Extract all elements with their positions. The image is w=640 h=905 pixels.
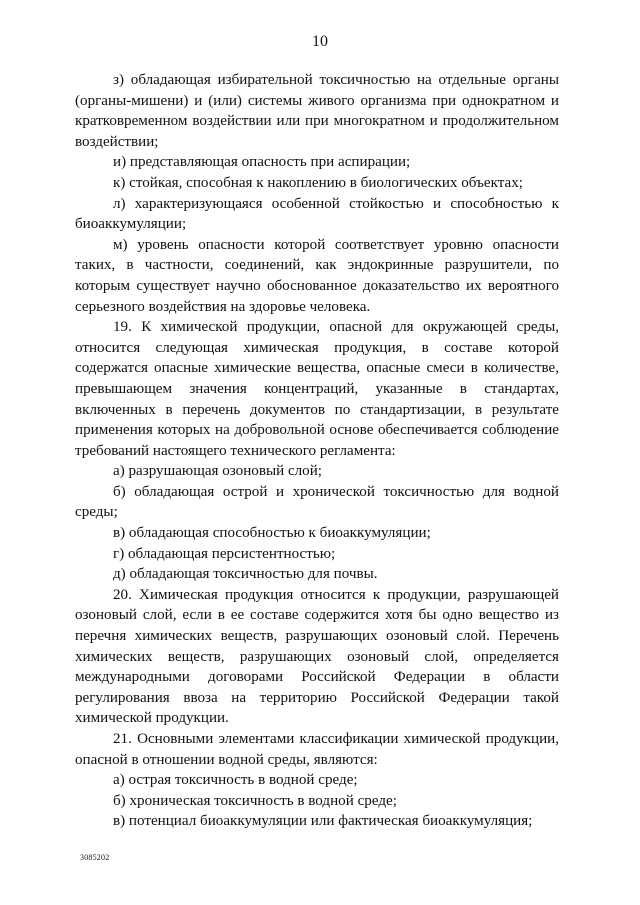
document-body (75, 70, 559, 832)
clause-20: 20. Химическая продукция относится к продукции, разрушающей озоновый слой, если в ее составе содержится хотя бы одно вещество из перечня химических веществ, разрушающих озоновый слой. Перечень химических веществ, разрушающих озоновый слой, определяется международными договорами Российской Федерации в области регулирования ввоза на территорию Российской Федерации такой химической продукции. (75, 586, 559, 727)
document-code: 3085202 (80, 853, 110, 862)
clause-19-item-g: г) обладающая персистентностью; (113, 545, 336, 562)
list-item-z: з) обладающая избирательной токсичностью на отдельные органы (органы-мишени) и (или) системы живого организма при однократном и кратковременном воздействии или при многократном и продолжительном воздействии; (75, 72, 559, 150)
list-item-m: м) уровень опасности которой соответствует уровню опасности таких, в частности, соединений, как эндокринные разрушители, по которым существует научно обоснованное доказательство их вероятного серьезного воздействия на здоровье человека. (75, 236, 559, 315)
page-number: 10 (312, 33, 328, 50)
clause-21-item-v: в) потенциал биоаккумуляции или фактическая биоаккумуляция; (113, 813, 533, 830)
list-item-k: к) стойкая, способная к накоплению в биологических объектах; (113, 174, 523, 191)
clause-21: 21. Основными элементами классификации химической продукции, опасной в отношении водной среды, являются: (75, 731, 559, 768)
clause-21-item-b: б) хроническая токсичность в водной среде; (113, 792, 397, 809)
clause-19-item-v: в) обладающая способностью к биоаккумуляции; (113, 525, 431, 542)
clause-19-item-d: д) обладающая токсичностью для почвы. (113, 566, 378, 583)
clause-19: 19. К химической продукции, опасной для окружающей среды, относится следующая химическая продукция, в составе которой содержатся опасные химические вещества, опасные смеси в количестве, превышающем значения концентраций, указанные в стандартах, включенных в перечень документов по стандартизации, в результате применения которых на добровольной основе обеспечивается соблюдение требований настоящего технического регламента: (75, 319, 559, 459)
list-item-i: и) представляющая опасность при аспирации; (113, 154, 411, 171)
clause-19-item-a: а) разрушающая озоновый слой; (113, 463, 322, 480)
clause-21-item-a: а) острая токсичность в водной среде; (113, 772, 358, 789)
list-item-l: л) характеризующаяся особенной стойкостью и способностью к биоаккумуляции; (75, 195, 559, 233)
clause-19-item-b: б) обладающая острой и хронической токсичностью для водной среды; (75, 483, 559, 521)
